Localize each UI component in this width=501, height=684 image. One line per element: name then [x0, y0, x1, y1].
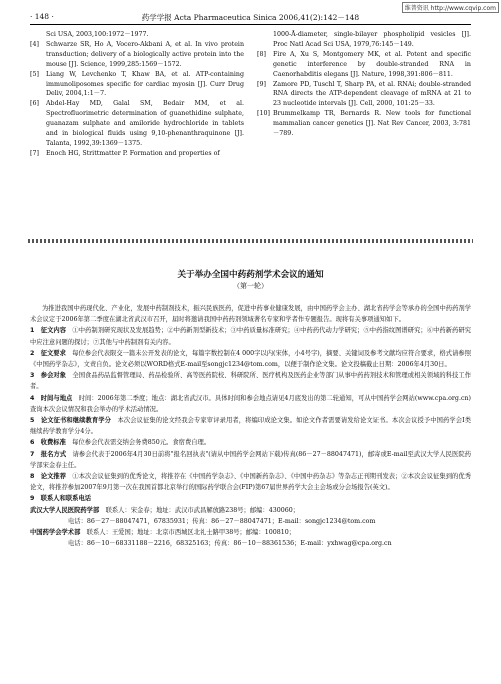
notice-item-label: 5 论文征书和继续教育学分	[30, 417, 112, 425]
notice-title: 关于举办全国中药药剂学术会议的通知	[177, 270, 324, 280]
watermark-label: 维普资讯 http://www.cqvip.com	[402, 2, 499, 13]
notice-body	[30, 303, 471, 549]
notice-item-label: 3 参会对象	[30, 372, 67, 380]
notice-item-label: 1 征文内容	[30, 327, 67, 335]
reference-list	[30, 30, 471, 159]
journal-citation: 药学学报 Acta Pharmaceutica Sinica 2006,41(2):142－148	[141, 13, 360, 22]
reference-number: [6]	[30, 100, 39, 108]
reference-entry	[257, 30, 471, 50]
reference-number: [5]	[30, 70, 39, 78]
reference-number: [7]	[30, 149, 39, 157]
reference-entry	[30, 30, 244, 40]
notice-item	[30, 471, 471, 493]
reference-entry	[30, 40, 244, 70]
reference-text: Enoch HG, Strittmatter P. Formation and properties of	[46, 149, 220, 157]
notice-item-label: 9 联系人和联系电话	[30, 495, 92, 503]
notice-item	[30, 449, 471, 471]
notice-item-text: 全国食品药品监督管理局、药品检验所、高等医药院校、科研院所、医疗机构及医药企业等部门从事中药药剂技术和管理或相关领域的科技工作者。	[30, 372, 472, 391]
contact-list	[30, 505, 471, 550]
section-divider	[28, 239, 473, 243]
reference-entry	[30, 99, 244, 149]
reference-number: [10]	[257, 110, 270, 118]
notice-item	[30, 348, 471, 370]
reference-entry	[30, 149, 244, 159]
reference-text: Fire A, Xu S, Montgomery MK, et al. Potent and specific genetic interference by double-stranded RNA in Caenorhabditis elegans [J]. Nature, 1998,391:806－811.	[273, 50, 471, 78]
contact-address: 联系人：王爱国；地址：北京市西城区北礼士路甲38号；邮编：100810；	[86, 529, 296, 537]
reference-entry	[257, 109, 471, 139]
notice-item	[30, 325, 471, 347]
notice-item-label: 6 收费标准	[30, 439, 66, 447]
contact-phone: 电话：86－27－88047471，67835931；传真：86－27－88047471；E-mail：songjc1234@tom.com	[68, 517, 376, 525]
notice-intro: 为推进我国中药现代化、产业化，发展中药制剂技术，振兴民族医药，促进中药事业健康发展，由中国药学会主办、湖北省药学会等承办的全国中药药剂学术会议定于2006年第二季度在湖北省武汉市召开，届时将邀请我国中药药剂领域著名专家和学者作专题报告。现将有关事项通知如下。	[30, 305, 471, 324]
notice-items	[30, 325, 471, 504]
reference-number: [9]	[257, 80, 266, 88]
contact-phone-line	[30, 516, 471, 527]
reference-entry	[30, 70, 244, 100]
reference-column-right	[257, 30, 471, 159]
notice-item-text: 每位参会代表需交纳会务费850元。食宿费自理。	[72, 439, 211, 447]
reference-text: Liang W, Levchenko T, Khaw BA, et al. ATP-containing immunoliposomes specific for cardiac myosin [J]. Curr Drug Deliv, 2004,1:1－7.	[46, 70, 244, 98]
notice-item-label: 4 时间与地点	[30, 394, 73, 402]
notice-item-text: 请参会代表于2006年4月30日前将"报名回执表"(请从中国药学会网站下载)传真(86－27－88047471)，邮寄或E-mail至武汉大学人民医院药学部宋金春主任。	[30, 450, 471, 469]
notice-item	[30, 415, 471, 437]
contact-address: 联系人：宋金春；地址：武汉市武昌解放路238号；邮编：430060；	[105, 506, 300, 514]
running-header	[30, 10, 471, 25]
notice-item	[30, 370, 471, 392]
notice-item-label: 8 论文推荐	[30, 473, 67, 481]
contact-entry	[30, 527, 471, 538]
contact-organization: 武汉大学人民医院药学部	[30, 506, 100, 514]
notice-item	[30, 493, 471, 504]
notice-item-text: 时间：2006年第二季度；地点：湖北省武汉市。具体时间和参会地点请见4月底发出的第二轮通知，可从中国药学会网站(www.cpa.org.cn)查询本次会议情况和我会举办的学术活动情况。	[30, 394, 471, 413]
reference-text: Zamore PD, Tuschl T, Sharp PA, et al. RNAi; double-stranded RNA directs the ATP-dependent cleavage of mRNA at 21 to 23 nucleotide intervals [J]. Cell, 2000, 101:25－33.	[273, 80, 471, 108]
page-number: · 148 ·	[30, 12, 54, 21]
notice-subtitle: （第一轮）	[233, 282, 268, 290]
contact-phone-line	[30, 538, 471, 549]
reference-text: Schwarze SR, Ho A, Vocero-Akbani A, et al. In vivo protein transduction; delivery of a biologically active protein into the mouse [J]. Science, 1999,285:1569－1572.	[46, 40, 244, 68]
notice-item-text: ①本次会议征集到的优秀论文，将推荐在《中国药学杂志》、《中国新药杂志》、《中国中药杂志》等杂志正刊期刊发表；②本次会议征集到的优秀论文，将推荐参加2007年9月第一次在我国首都北京举行的国际药学联合会(FIP)第67届世界药学大会主会场或分会场报告(英文)。	[30, 473, 471, 492]
reference-text: Brummelkamp TR, Bernards R. New tools for functional mammalian cancer genetics [J]. Nat Rev Cancer, 2003, 3:781－789.	[273, 110, 471, 138]
reference-entry	[257, 50, 471, 80]
reference-entry	[257, 80, 471, 110]
notice-item-text: 每位参会代表限交一篇未公开发表的论文，每篇字数控制在4 000字以内(宋体，小4号字)，摘要、关键词及参考文献均应符合要求，格式请参照《中国药学杂志》，文责自负。论文必须以WORD格式E-mail至songjc1234@tom.com，以便于制作论文集。论文投稿截止日期：2006年4月30日。	[30, 349, 472, 369]
reference-text: 1000-Å-diameter, single-bilayer phospholipid vesicles [J]. Proc Natl Acad Sci USA, 1979,76:145－149.	[273, 31, 471, 48]
notice-item	[30, 437, 471, 448]
contact-entry	[30, 505, 471, 516]
notice-item-text: 本次会议征集的论文经我会专家审评录用者，将编印成论文集。如论文作者需要请发给论文证书。本次会议授予中国药学会Ⅰ类继续药学教育学分4分。	[30, 417, 471, 436]
reference-number: [4]	[30, 40, 39, 48]
contact-organization: 中国药学会学术部	[30, 529, 81, 537]
reference-text: Abdel-Hay MD, Galal SM, Bedair MM, et al. Spectrofluorimetric determination of guanethidine sulphate, guanazam sulphate and amiloride hydrochloride in tablets and in biological fluids using 9,10-phenanthraquinone [J]. Talanta, 1992,39:1369－1375.	[46, 100, 244, 147]
notice-item-text: ①中药制剂研究现状及发展趋势；②中药新剂型新技术；③中药质量标准研究；④中药药代动力学研究；⑤中药指纹图谱研究；⑥中药新药研究中应注意问题的探讨；⑦其他与中药制剂有关内容。	[30, 327, 472, 346]
notice-item-label: 7 报名方式	[30, 450, 67, 458]
reference-column-left	[30, 30, 244, 159]
contact-phone: 电话：86－10－68331188－2216，68325163；传真：86－10－88361536；E-mail：yxhwag@cpa.org.cn	[68, 540, 392, 548]
notice-item-label: 2 征文要求	[30, 349, 66, 357]
reference-number: [8]	[257, 50, 266, 58]
reference-text: Sci USA, 2003,100:1972－1977.	[46, 31, 149, 38]
notice-item	[30, 393, 471, 415]
